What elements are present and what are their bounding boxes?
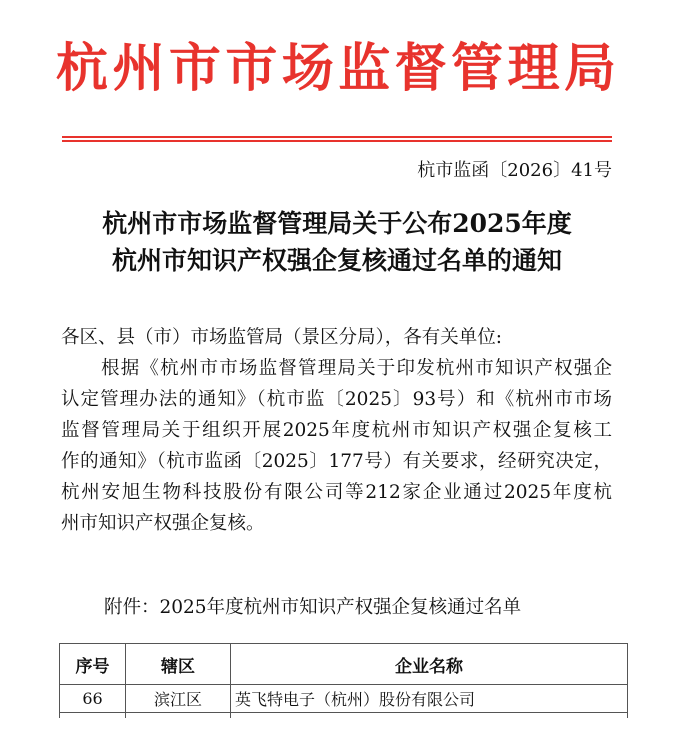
header-index: 序号: [60, 644, 126, 685]
paragraph-line: 根据《杭州市市场监督管理局关于印发杭州市知识产权强企: [101, 358, 612, 379]
table-header-row: [60, 644, 628, 685]
salutation: 各区、县（市）市场监管局（景区分局），各有关单位:: [61, 327, 502, 348]
header-company: 企业名称: [231, 644, 628, 685]
table-border: [627, 712, 628, 718]
header-district: 辖区: [126, 644, 231, 685]
paragraph-line: 监督管理局关于组织开展2025年度杭州市知识产权强企复核工: [61, 420, 612, 441]
table-row: [60, 685, 628, 713]
paragraph-line: 州市知识产权强企复核。: [61, 513, 265, 534]
paragraph-line: 作的通知》（杭市监函〔2025〕177号）有关要求，经研究决定，: [61, 451, 612, 472]
attachment-label: 附件：2025年度杭州市知识产权强企复核通过名单: [104, 597, 522, 618]
masthead-title: 杭州市市场监督管理局: [56, 38, 618, 99]
red-divider: [62, 140, 612, 142]
headline-line: 杭州市知识产权强企复核通过名单的通知: [111, 246, 562, 275]
company-table: [59, 643, 628, 713]
cell-index: 66: [60, 685, 126, 713]
cell-district: 滨江区: [126, 685, 231, 713]
table-border: [59, 712, 60, 718]
document-headline: [62, 205, 612, 279]
paragraph-line: 认定管理办法的通知》（杭市监〔2025〕93号）和《杭州市市场: [61, 389, 612, 410]
headline-line: 杭州市市场监督管理局关于公布2025年度: [102, 209, 572, 238]
table-border: [230, 712, 231, 718]
document-body: [61, 322, 612, 539]
red-divider: [62, 136, 612, 138]
cell-company: 英飞特电子（杭州）股份有限公司: [231, 685, 628, 713]
paragraph-line: 杭州安旭生物科技股份有限公司等212家企业通过2025年度杭: [61, 482, 612, 503]
document-number: 杭市监函〔2026〕41号: [417, 160, 612, 181]
table-border: [125, 712, 126, 718]
